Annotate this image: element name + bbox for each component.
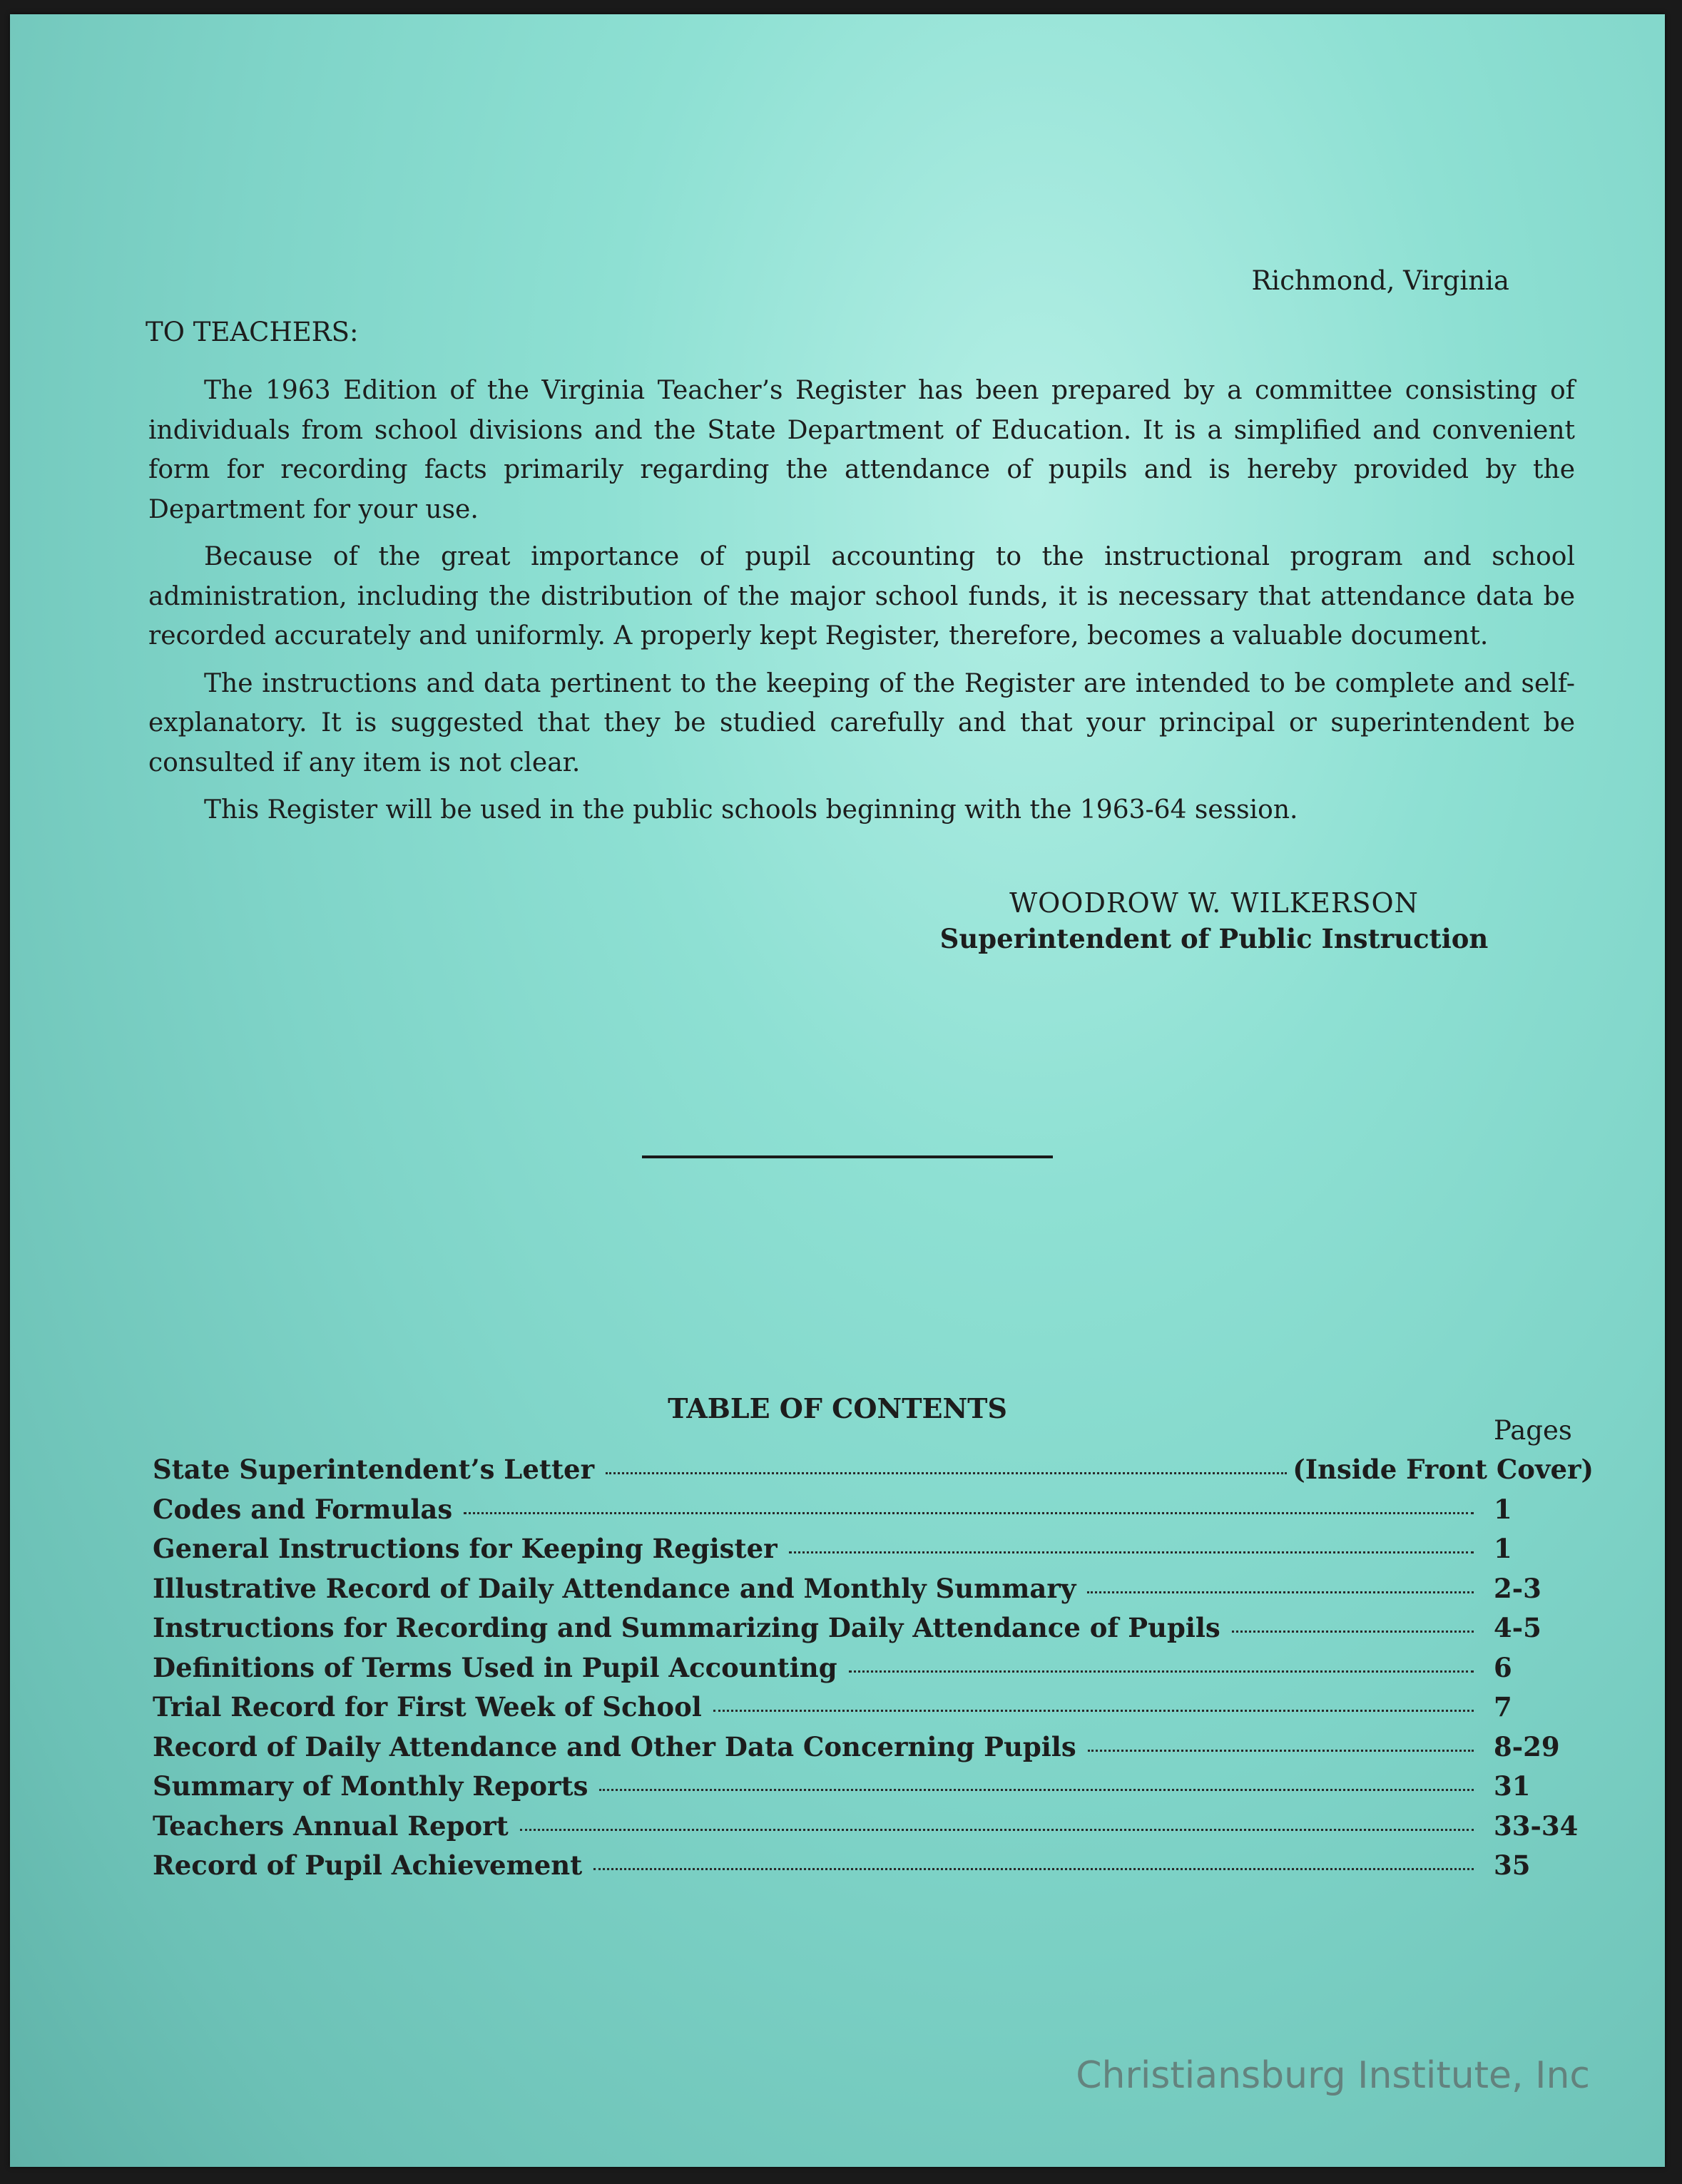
toc-entry-pages: 33-34: [1494, 1810, 1579, 1842]
toc-entry-label: Summary of Monthly Reports: [153, 1770, 588, 1802]
toc-entry-pages: (Inside Front Cover): [1293, 1454, 1594, 1485]
toc-entry: [153, 1454, 1594, 1494]
signature-title: Superintendent of Public Instruction: [939, 923, 1489, 954]
toc-entry-label: Instructions for Recording and Summarizing Daily Attendance of Pupils: [153, 1612, 1220, 1643]
toc-entry: [153, 1652, 1594, 1692]
toc-entry-pages: 4-5: [1494, 1612, 1541, 1643]
letter-paragraph: The 1963 Edition of the Virginia Teacher’s Register has been prepared by a committee consisting of individuals from school divisions and the State Department of Education. It is a simplified and convenient form for recording facts primarily regarding the attendance of pupils and is hereby provided by the Department for your use.: [148, 376, 1575, 524]
dot-leader: [599, 1789, 1474, 1791]
dot-leader: [1088, 1750, 1474, 1752]
toc-entry-label: Definitions of Terms Used in Pupil Accounting: [153, 1651, 837, 1683]
toc-entry: [153, 1573, 1594, 1613]
toc-entry: [153, 1731, 1594, 1771]
toc-entry: [153, 1849, 1594, 1889]
toc-entry-label: General Instructions for Keeping Register: [153, 1533, 778, 1564]
dot-leader: [1232, 1631, 1474, 1633]
toc-entry-pages: 31: [1494, 1770, 1531, 1802]
toc-entry-pages: 35: [1494, 1849, 1531, 1881]
toc-pages-header: Pages: [1494, 1415, 1572, 1446]
dot-leader: [464, 1512, 1474, 1514]
toc-entry-label: Illustrative Record of Daily Attendance and Monthly Summary: [153, 1572, 1076, 1604]
section-divider: [642, 1155, 1053, 1158]
toc-entry-pages: 7: [1494, 1691, 1512, 1723]
dot-leader: [789, 1551, 1474, 1553]
dot-leader: [520, 1829, 1474, 1831]
toc-entry: [153, 1533, 1594, 1573]
toc-entry-label: Codes and Formulas: [153, 1493, 453, 1525]
salutation: TO TEACHERS:: [146, 317, 359, 347]
toc-entry-pages: 2-3: [1494, 1572, 1541, 1604]
letter-paragraph: The instructions and data pertinent to the keeping of the Register are intended to be complete and self-explanatory. It is suggested that they be studied carefully and that your principal or superintendent be consulted if any item is not clear.: [148, 668, 1575, 777]
toc-entry-pages: 1: [1494, 1493, 1512, 1525]
dot-leader: [606, 1472, 1287, 1474]
toc-entry-pages: 1: [1494, 1533, 1512, 1564]
toc-entry-label: State Superintendent’s Letter: [153, 1454, 595, 1485]
signature-name: WOODROW W. WILKERSON: [1009, 887, 1419, 919]
dot-leader: [1087, 1591, 1474, 1593]
toc-entry-label: Teachers Annual Report: [153, 1810, 509, 1842]
toc-entry-label: Trial Record for First Week of School: [153, 1691, 702, 1723]
dot-leader: [593, 1868, 1474, 1870]
dot-leader: [849, 1670, 1474, 1673]
toc-entry-pages: 8-29: [1494, 1730, 1560, 1762]
letter-body: [148, 371, 1575, 838]
toc-entry: [153, 1494, 1594, 1534]
table-of-contents: [153, 1454, 1594, 1889]
toc-entry: [153, 1612, 1594, 1652]
toc-entry: [153, 1810, 1594, 1850]
watermark: Christiansburg Institute, Inc: [1076, 2054, 1590, 2097]
toc-entry: [153, 1770, 1594, 1810]
place-line: Richmond, Virginia: [1251, 265, 1509, 296]
dot-leader: [713, 1710, 1474, 1712]
toc-entry-label: Record of Pupil Achievement: [153, 1849, 583, 1881]
letter-paragraph: This Register will be used in the public schools beginning with the 1963-64 session.: [204, 795, 1298, 825]
toc-title: TABLE OF CONTENTS: [668, 1392, 1007, 1424]
letter-paragraph: Because of the great importance of pupil accounting to the instructional program and school administration, including the distribution of the major school funds, it is necessary that attendance data be recorded accurately and uniformly. A properly kept Register, therefore, becomes a valuable document.: [148, 542, 1575, 650]
toc-entry-pages: 6: [1494, 1651, 1512, 1683]
document-page: [10, 14, 1665, 2167]
toc-entry: [153, 1691, 1594, 1731]
toc-entry-label: Record of Daily Attendance and Other Data Concerning Pupils: [153, 1730, 1076, 1762]
